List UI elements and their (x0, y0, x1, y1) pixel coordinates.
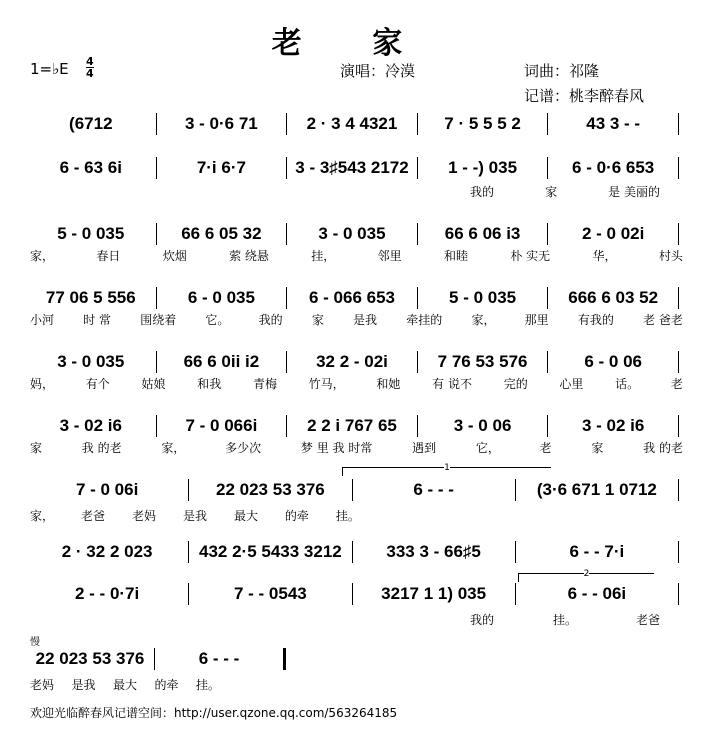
measure: 66 6 05 32 (181, 224, 262, 243)
lyric-word: 老 爸老 (643, 313, 683, 327)
lyric-word: 朴 实无 (510, 249, 551, 263)
measure: 1 - -) 035 (448, 158, 518, 177)
lyric-word: 话。 (615, 377, 640, 391)
lyric-word: 姑娘 (141, 377, 166, 391)
lyric-word: 家 (591, 441, 604, 455)
barline (678, 479, 679, 501)
lyric-word: 时 常 (83, 313, 112, 327)
lyric-word: 完的 (503, 377, 528, 391)
composer: 词曲：祁隆 (524, 62, 600, 80)
notation-system (30, 156, 683, 180)
measure: 3217 1 1) 035 (381, 584, 487, 603)
lyric-word: 是我 (71, 678, 96, 692)
lyric-word: 家 (311, 313, 324, 327)
measure: 7·i 6·7 (196, 158, 246, 177)
lyric-word: 华， (592, 249, 617, 263)
time-signature: 4 4 (86, 55, 94, 80)
lyric-word: 挂， (311, 249, 336, 263)
barline (417, 415, 418, 437)
lyric-word: 挂。 (195, 678, 220, 692)
lyric-word: 我的 (470, 613, 495, 627)
lyric-word: 有我的 (577, 313, 614, 327)
barline (156, 415, 157, 437)
barline (678, 157, 679, 179)
volta-number: 2 (583, 569, 590, 579)
lyrics-line (30, 439, 683, 456)
lyrics-line (30, 311, 683, 328)
lyric-word: 和我 (197, 377, 222, 391)
measure: 7 · 5 5 5 2 (444, 114, 521, 133)
barline (678, 223, 679, 245)
measure: 32 2 - 02i (316, 352, 388, 371)
barline (156, 287, 157, 309)
lyric-word: 老 (670, 377, 683, 391)
lyric-word: 邻里 (377, 249, 402, 263)
measure: 3 - 0 035 (57, 352, 125, 371)
measure: 5 - 0 035 (449, 288, 517, 307)
lyric-word: 春日 (96, 249, 121, 263)
lyric-word: 挂。 (552, 613, 577, 627)
measure: 6 - - 06i (567, 584, 627, 603)
lyric-word: 是 美丽的 (608, 185, 660, 199)
lyric-word: 青梅 (252, 377, 277, 391)
song-title: 老 家 (271, 26, 433, 61)
measure: 2 - 0 02i (581, 224, 645, 243)
notation-system (30, 647, 290, 671)
barline (156, 351, 157, 373)
lyric-word: 那里 (524, 313, 549, 327)
lyric-word: 围绕着 (140, 313, 177, 327)
lyrics-line (470, 183, 660, 200)
measure: (3·6 671 1 0712 (536, 480, 657, 499)
footer-link[interactable]: 欢迎光临醉春风记谱空间：http://user.qzone.qq.com/563264185 (30, 706, 398, 720)
measure: 77 06 5 556 (45, 288, 136, 307)
lyric-word: 的牵 (154, 678, 179, 692)
measure: 7 - - 0543 (233, 584, 307, 603)
volta-number: 1 (444, 463, 450, 473)
lyric-word: 家 (545, 185, 558, 199)
measure: 6 - 066 653 (308, 288, 395, 307)
notation-system (30, 222, 683, 246)
lyrics-line (30, 375, 683, 392)
barline (286, 415, 287, 437)
measure: 43 3 - - (586, 114, 641, 133)
lyric-word: 村头 (658, 249, 683, 263)
barline (352, 583, 353, 605)
barline (188, 479, 189, 501)
barline (156, 157, 157, 179)
lyric-word: 有个 (85, 377, 110, 391)
notation-system (30, 582, 683, 606)
lyric-word: 心里 (559, 377, 584, 391)
barline (678, 415, 679, 437)
lyric-word: 萦 绕悬 (229, 249, 269, 263)
barline (286, 223, 287, 245)
lyric-word: 挂。 (335, 509, 360, 523)
measure: 7 - 0 06i (75, 480, 139, 499)
barline (417, 351, 418, 373)
barline (678, 351, 679, 373)
notation-system (30, 540, 683, 564)
lyric-word: 我 的老 (643, 441, 683, 455)
lyric-word: 遇到 (412, 441, 437, 455)
lyric-word: 老爸 (80, 509, 105, 523)
barline (515, 541, 516, 563)
barline (547, 415, 548, 437)
measure: 2 · 3 4 4321 (306, 114, 398, 133)
lyric-word: 炊烟 (162, 249, 187, 263)
lyric-word: 家， (30, 509, 55, 523)
lyrics-line (470, 611, 660, 628)
barline (188, 541, 189, 563)
measure: 666 6 03 52 (568, 288, 659, 307)
barline (156, 223, 157, 245)
notation-system (30, 350, 683, 374)
lyric-word: 家， (161, 441, 186, 455)
notation-system (30, 414, 683, 438)
measure: 6 - 63 6i (59, 158, 122, 177)
barline (286, 157, 287, 179)
barline (678, 113, 679, 135)
measure: 22 023 53 376 (35, 649, 145, 668)
barline (352, 541, 353, 563)
measure: 3 - 02 i6 (581, 416, 645, 435)
measure: 7 76 53 576 (437, 352, 528, 371)
singer: 演唱：冷漠 (340, 62, 416, 80)
lyric-word: 多少次 (225, 441, 262, 455)
measure: 432 2·5 5433 3212 (199, 542, 342, 561)
barline (515, 479, 516, 501)
measure: 6 - 0 035 (187, 288, 255, 307)
measure: 5 - 0 035 (57, 224, 125, 243)
barline (417, 287, 418, 309)
measure: 2 - - 0·7i (75, 584, 140, 603)
lyric-word: 妈， (30, 377, 55, 391)
barline (283, 648, 286, 670)
lyric-word: 老妈 (30, 678, 55, 692)
lyric-word: 它。 (205, 313, 230, 327)
barline (547, 223, 548, 245)
lyric-word: 我的 (470, 185, 495, 199)
barline (547, 351, 548, 373)
barline (286, 351, 287, 373)
measure: 6 - - - (198, 649, 240, 668)
barline (547, 287, 548, 309)
lyric-word: 我的 (258, 313, 283, 327)
volta-bracket (518, 569, 654, 582)
notation-system (30, 286, 683, 310)
barline (188, 583, 189, 605)
barline (417, 113, 418, 135)
measure: 6 - - 7·i (569, 542, 625, 561)
measure: 6 - 0 06 (584, 352, 642, 371)
barline (352, 479, 353, 501)
barline (678, 583, 679, 605)
measure: 66 6 06 i3 (444, 224, 521, 243)
lyric-word: 和她 (376, 377, 401, 391)
lyric-word: 家， (30, 249, 55, 263)
lyric-word: 最大 (233, 509, 258, 523)
barline (678, 541, 679, 563)
measure: 3 - 0·6 71 (185, 114, 258, 133)
measure: 66 6 0ii i2 (183, 352, 260, 371)
lyrics-line (30, 676, 220, 693)
tempo-mark: 慢 (30, 637, 40, 648)
lyric-word: 老 (539, 441, 552, 455)
lyric-word: 老爸 (635, 613, 660, 627)
lyric-word: 梦 里 我 时常 (300, 441, 373, 455)
lyric-word: 的牵 (284, 509, 309, 523)
barline (417, 157, 418, 179)
measure: (6712 (69, 114, 113, 133)
barline (547, 113, 548, 135)
lyric-word: 和睦 (443, 249, 468, 263)
lyric-word: 家 (30, 441, 43, 455)
barline (154, 648, 155, 670)
barline (156, 113, 157, 135)
transcriber: 记谱：桃李醉春风 (524, 87, 645, 105)
barline (678, 287, 679, 309)
lyric-word: 是我 (353, 313, 378, 327)
notation-system (30, 478, 683, 502)
barline (286, 113, 287, 135)
lyric-word: 家， (471, 313, 496, 327)
barline (515, 583, 516, 605)
measure: 333 3 - 66♯5 (386, 542, 481, 561)
lyrics-line (30, 247, 683, 264)
lyric-word: 最大 (112, 678, 137, 692)
measure: 6 - - - (413, 480, 454, 499)
lyric-word: 竹马， (308, 377, 345, 391)
lyric-word: 牵挂的 (406, 313, 443, 327)
lyric-word: 它， (475, 441, 500, 455)
lyric-word: 老妈 (131, 509, 156, 523)
lyrics-line (30, 507, 360, 524)
lyric-word: 小河 (30, 313, 55, 327)
measure: 3 - 02 i6 (59, 416, 122, 435)
key-signature: 1=♭E (30, 60, 69, 78)
lyric-word: 我 的老 (81, 441, 122, 455)
measure: 3 - 0 035 (318, 224, 386, 243)
barline (286, 287, 287, 309)
measure: 3 - 3♯543 2172 (295, 158, 409, 177)
measure: 2 2 i 767 65 (307, 416, 397, 435)
barline (547, 157, 548, 179)
measure: 7 - 0 066i (185, 416, 258, 435)
lyric-word: 有 说不 (432, 377, 472, 391)
measure: 3 - 0 06 (453, 416, 512, 435)
measure: 2 · 32 2 023 (61, 542, 153, 561)
measure: 22 023 53 376 (216, 480, 325, 499)
lyric-word: 是我 (182, 509, 207, 523)
volta-bracket (342, 463, 551, 476)
notation-system (30, 112, 683, 136)
barline (417, 223, 418, 245)
measure: 6 - 0·6 653 (572, 158, 655, 177)
